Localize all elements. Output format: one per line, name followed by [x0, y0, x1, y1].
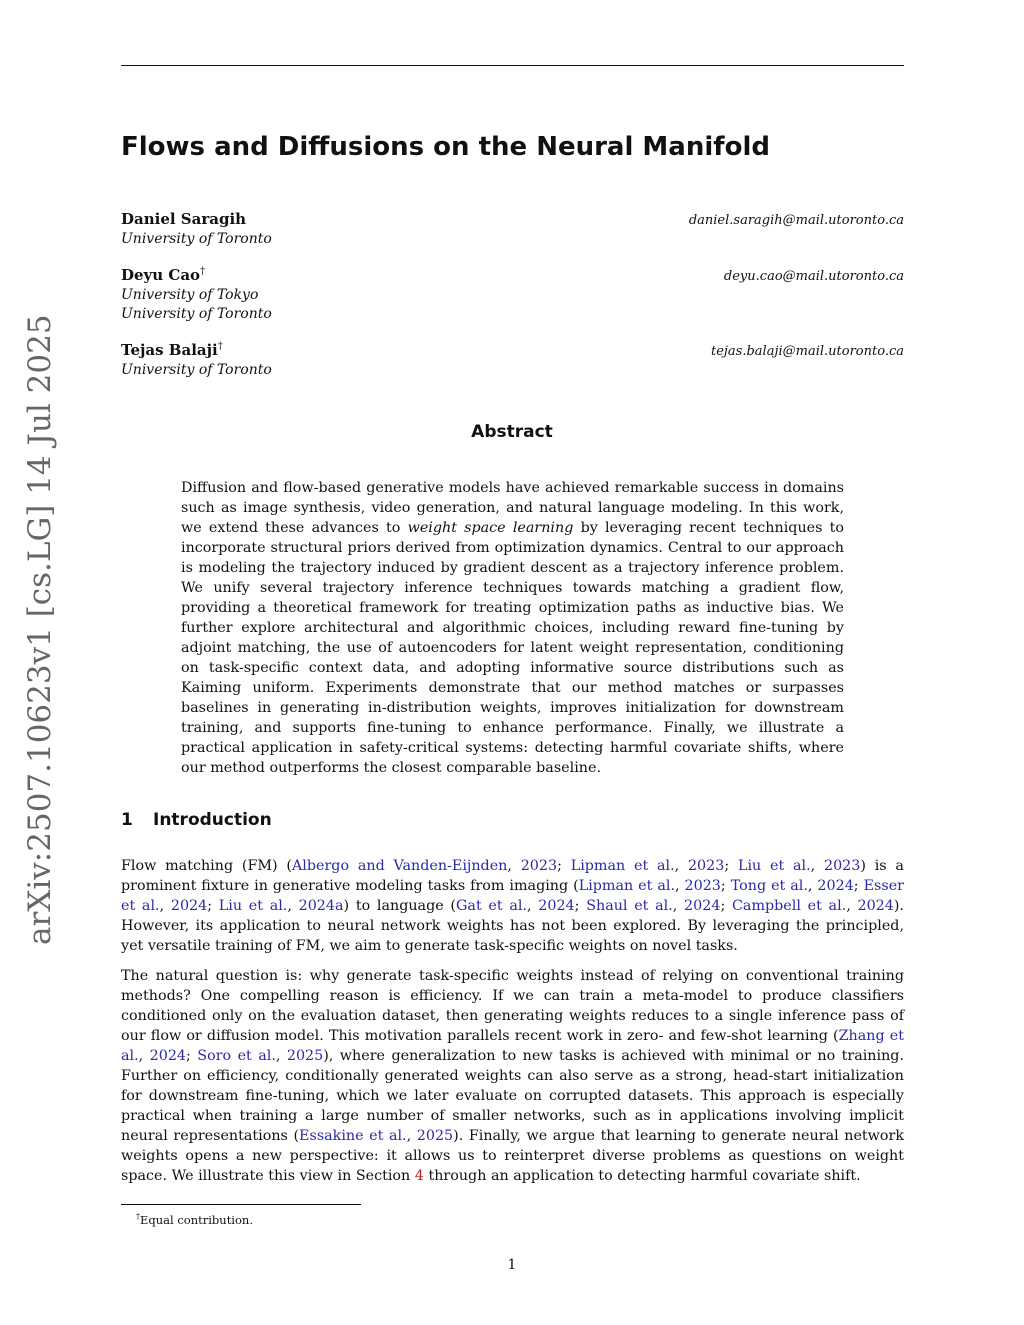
- author-affiliation: University of Tokyo: [121, 287, 259, 303]
- citation-link[interactable]: 2023: [687, 858, 725, 874]
- section-number: 1: [121, 810, 133, 830]
- intro-paragraph-1: Flow matching (FM) (Albergo and Vanden-Eijnden, 2023; Lipman et al., 2023; Liu et al., 2023) is a prominent fixture in generative modeling tasks from imaging (Lipman et al., 2023; Tong et al., 2024; Esser et al., 2024; Liu et al., 2024a) to language (Gat et al., 2024; Shaul et al., 2024; Campbell et al., 2024). However, its application to neural network weights has not been explored. By leveraging the principled, yet versatile training of FM, we aim to generate task-specific weights on novel tasks.: [121, 858, 904, 954]
- citation-link[interactable]: Shaul et al.: [586, 898, 673, 914]
- section-heading-introduction: [121, 808, 272, 832]
- author-block: [121, 263, 904, 324]
- citation-link[interactable]: Essakine et al.: [299, 1128, 407, 1144]
- author-name: Deyu Cao†: [121, 266, 206, 284]
- citation-link[interactable]: Lipman et al.: [570, 858, 675, 874]
- intro-paragraph-2: The natural question is: why generate task-specific weights instead of relying on conventional training methods? One compelling reason is efficiency. If we can train a meta-model to produce classifiers conditioned only on the evaluation dataset, then generating weights reduces to a single inference pass of our flow or diffusion model. This motivation parallels recent work in zero- and few-shot learning (Zhang et al., 2024; Soro et al., 2025), where generalization to new tasks is achieved with minimal or no training. Further on efficiency, conditionally generated weights can also serve as a strong, head-start initialization for downstream fine-tuning, which we later evaluate on corrupted datasets. This approach is especially practical when training a large number of smaller networks, such as in applications involving implicit neural representations (Essakine et al., 2025). Finally, we argue that learning to generate neural network weights opens a new perspective: it allows us to reinterpret diverse problems as questions on weight space. We illustrate this view in Section 4 through an application to detecting harmful covariate shift.: [121, 968, 904, 1184]
- section-title: Introduction: [153, 810, 272, 830]
- citation-link[interactable]: Campbell et al.: [731, 898, 847, 914]
- citation-link[interactable]: 2023: [823, 858, 861, 874]
- citation-link[interactable]: 2024: [857, 898, 894, 914]
- citation-link[interactable]: 2024: [149, 1048, 187, 1064]
- arxiv-identifier-stamp: arXiv:2507.10623v1 [cs.LG] 14 Jul 2025: [22, 314, 58, 945]
- citation-link[interactable]: 2024: [684, 898, 721, 914]
- author-email[interactable]: daniel.saragih@mail.utoronto.ca: [688, 213, 904, 228]
- paper-title: Flows and Diffusions on the Neural Manifold: [121, 132, 770, 162]
- citation-link[interactable]: Esser et al.: [121, 878, 904, 914]
- author-block: [121, 338, 904, 380]
- citation-link[interactable]: Albergo and Vanden-Eijnden: [291, 858, 508, 874]
- citation-link[interactable]: 2024: [538, 898, 575, 914]
- top-rule: [121, 65, 904, 66]
- footnote-mark: †: [136, 1212, 140, 1221]
- citation-link[interactable]: Soro et al.: [197, 1048, 276, 1064]
- abstract-heading: Abstract: [471, 422, 553, 442]
- citation-link[interactable]: 2024: [817, 878, 854, 894]
- citation-link[interactable]: 2023: [684, 878, 721, 894]
- author-affiliation: University of Toronto: [121, 231, 272, 247]
- author-affiliation: University of Toronto: [121, 306, 272, 322]
- citation-link[interactable]: Liu et al.: [737, 858, 811, 874]
- section-ref-link[interactable]: 4: [414, 1168, 424, 1184]
- footnote-text: Equal contribution.: [140, 1212, 253, 1227]
- abstract-emphasis: weight space learning: [407, 520, 574, 536]
- citation-link[interactable]: Tong et al.: [730, 878, 808, 894]
- citation-link[interactable]: 2023: [520, 858, 558, 874]
- citation-link[interactable]: 2024: [170, 898, 208, 914]
- author-name: Tejas Balaji†: [121, 341, 223, 359]
- citation-link[interactable]: Liu et al.: [218, 898, 288, 914]
- citation-link[interactable]: Zhang et al.: [121, 1028, 904, 1064]
- page-number: 1: [507, 1257, 517, 1273]
- author-affiliation: University of Toronto: [121, 362, 272, 378]
- citation-link[interactable]: Gat et al.: [456, 898, 527, 914]
- abstract-text: Diffusion and flow-based generative models have achieved remarkable success in domains such as image synthesis, video generation, and natural language modeling. In this work, we extend these advances to weight space learning by leveraging recent techniques to incorporate structural priors derived from optimization dynamics. Central to our approach is modeling the trajectory induced by gradient descent as a trajectory inference problem. We unify several trajectory inference techniques towards matching a gradient flow, providing a theoretical framework for treating optimization paths as inductive bias. We further explore architectural and algorithmic choices, including reward fine-tuning by adjoint matching, the use of autoencoders for latent weight representation, conditioning on task-specific context data, and adopting informative source distributions such as Kaiming uniform. Experiments demonstrate that our method matches or surpasses baselines in generating in-distribution weights, improves initialization for downstream training, and supports fine-tuning to enhance performance. Finally, we illustrate a practical application in safety-critical systems: detecting harmful covariate shifts, where our method outperforms the closest comparable baseline.: [181, 480, 844, 776]
- footnote: [136, 1209, 253, 1228]
- author-name: Daniel Saragih: [121, 210, 247, 228]
- footnote-rule: [121, 1204, 361, 1205]
- author-email[interactable]: deyu.cao@mail.utoronto.ca: [723, 269, 904, 284]
- author-email[interactable]: tejas.balaji@mail.utoronto.ca: [710, 344, 904, 359]
- citation-link[interactable]: 2025: [416, 1128, 454, 1144]
- author-block: [121, 207, 904, 249]
- citation-link[interactable]: Lipman et al.: [578, 878, 675, 894]
- citation-link[interactable]: 2025: [286, 1048, 324, 1064]
- citation-link[interactable]: 2024a: [298, 898, 344, 914]
